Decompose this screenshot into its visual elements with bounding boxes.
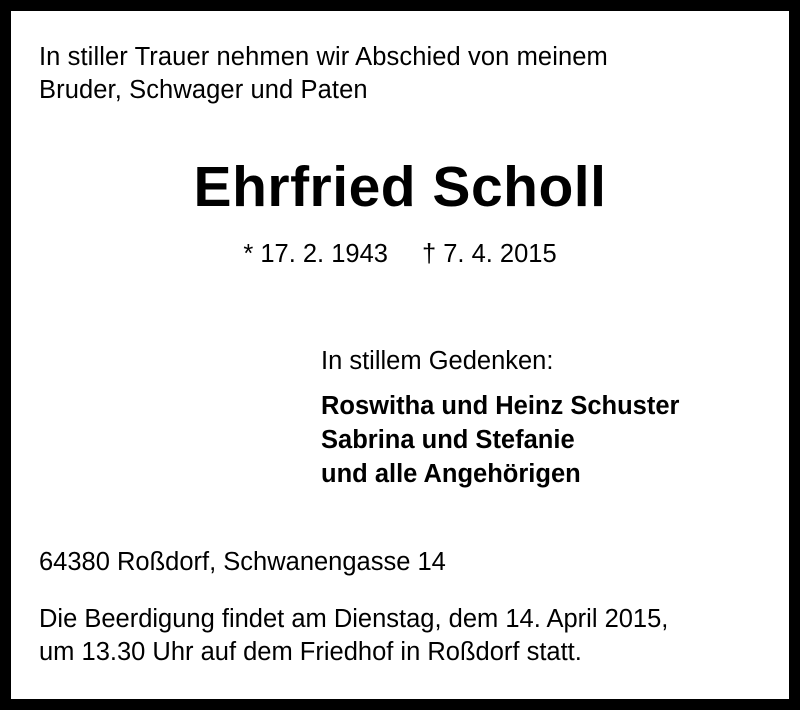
deceased-name: Ehrfried Scholl: [193, 155, 607, 220]
list-item: Roswitha und Heinz Schuster: [321, 392, 680, 421]
list-item: und alle Angehörigen: [321, 460, 581, 489]
mourners-block: [39, 345, 761, 492]
intro-line-1: In stiller Trauer nehmen wir Abschied von meinem: [39, 43, 608, 71]
address-line: 64380 Roßdorf, Schwanengasse 14: [39, 548, 446, 577]
funeral-line-2: um 13.30 Uhr auf dem Friedhof in Roßdorf statt.: [39, 638, 582, 667]
birth-date: * 17. 2. 1943: [243, 240, 388, 269]
life-dates: [39, 240, 761, 269]
mourning-lead: In stillem Gedenken:: [321, 347, 554, 376]
funeral-details: [39, 603, 761, 669]
death-date: † 7. 4. 2015: [421, 240, 557, 269]
mourner-list: [321, 390, 761, 492]
list-item: Sabrina und Stefanie: [321, 426, 575, 455]
funeral-line-1: Die Beerdigung findet am Dienstag, dem 14. April 2015,: [39, 605, 669, 634]
intro-text: [39, 41, 761, 106]
intro-line-2: Bruder, Schwager und Paten: [39, 75, 368, 104]
